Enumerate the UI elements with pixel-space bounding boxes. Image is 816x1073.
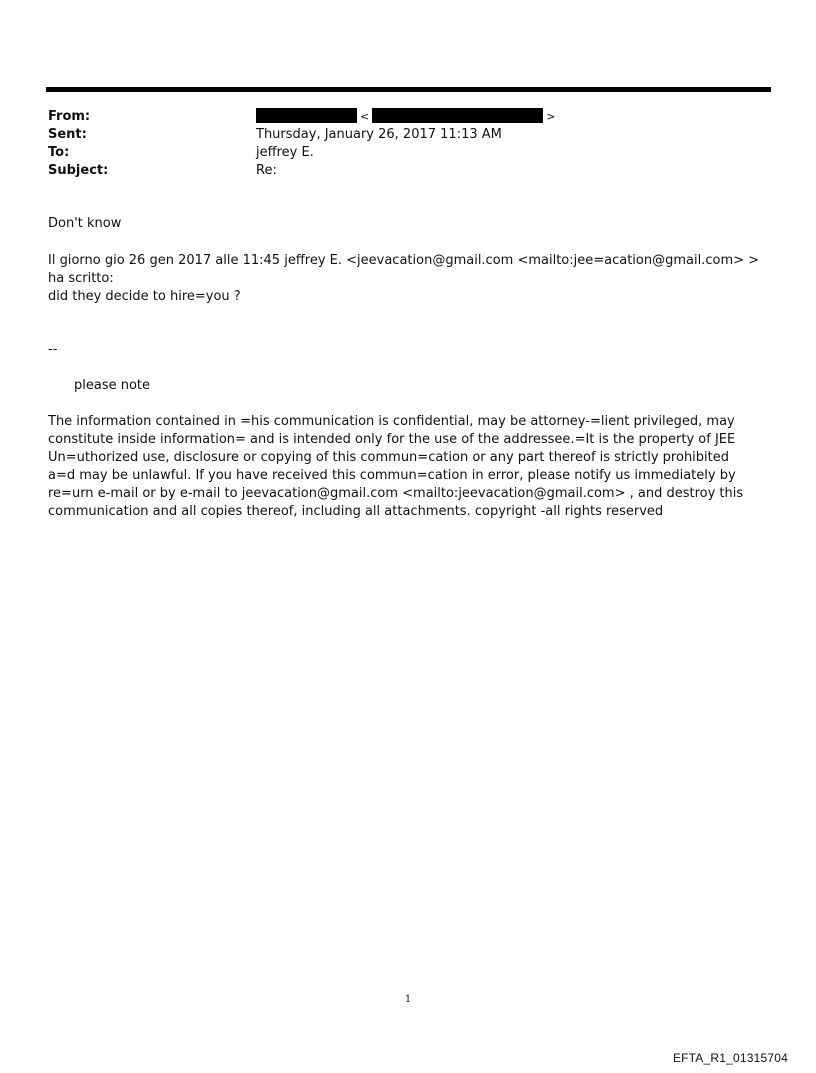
header-divider [46, 87, 771, 92]
redacted-sender-name [256, 108, 357, 123]
please-note: please note [74, 378, 151, 393]
signature-separator: -- [48, 342, 58, 357]
from-row [48, 108, 748, 126]
subject-label: Subject: [48, 163, 109, 178]
quote-intro: Il giorno gio 26 gen 2017 alle 11:45 jeffrey E. <jeevacation@gmail.com <mailto:jee=acation@gmail.com> > ha scritto: [48, 253, 760, 286]
email-header [48, 108, 748, 180]
quoted-question: did they decide to hire=you ? [48, 289, 241, 304]
page-number: 1 [404, 994, 412, 1005]
from-value [256, 108, 558, 126]
document-id: EFTA_R1_01315704 [672, 1051, 788, 1065]
sent-row [48, 126, 748, 144]
to-label: To: [48, 145, 70, 160]
redacted-sender-email [372, 108, 543, 123]
sent-label: Sent: [48, 127, 87, 142]
to-value: jeffrey E. [256, 145, 314, 160]
subject-value: Re: [256, 163, 277, 178]
from-open-bracket: < [360, 110, 370, 123]
to-row [48, 144, 748, 162]
disclaimer-paragraph: The information contained in =his communication is confidential, may be attorney-=lient privileged, may constitute inside information= and is intended only for the use of the addressee.=It is the property of JEE Un=uthorized use, disclosure or copying of this commun=cation or any part thereof is strictly prohibited a=d may be unlawful. If you have received this commun=cation in error, please notify us immediately by re=urn e-mail or by e-mail to jeevacation@gmail.com <mailto:jeevacation@gmail.com> , and destroy this communication and all copies thereof, including all attachments. copyright -all rights reserved [48, 414, 744, 519]
from-close-bracket: > [546, 110, 556, 123]
subject-row [48, 162, 748, 180]
sent-value: Thursday, January 26, 2017 11:13 AM [256, 127, 502, 142]
from-label: From: [48, 109, 91, 124]
reply-text: Don't know [48, 216, 122, 231]
